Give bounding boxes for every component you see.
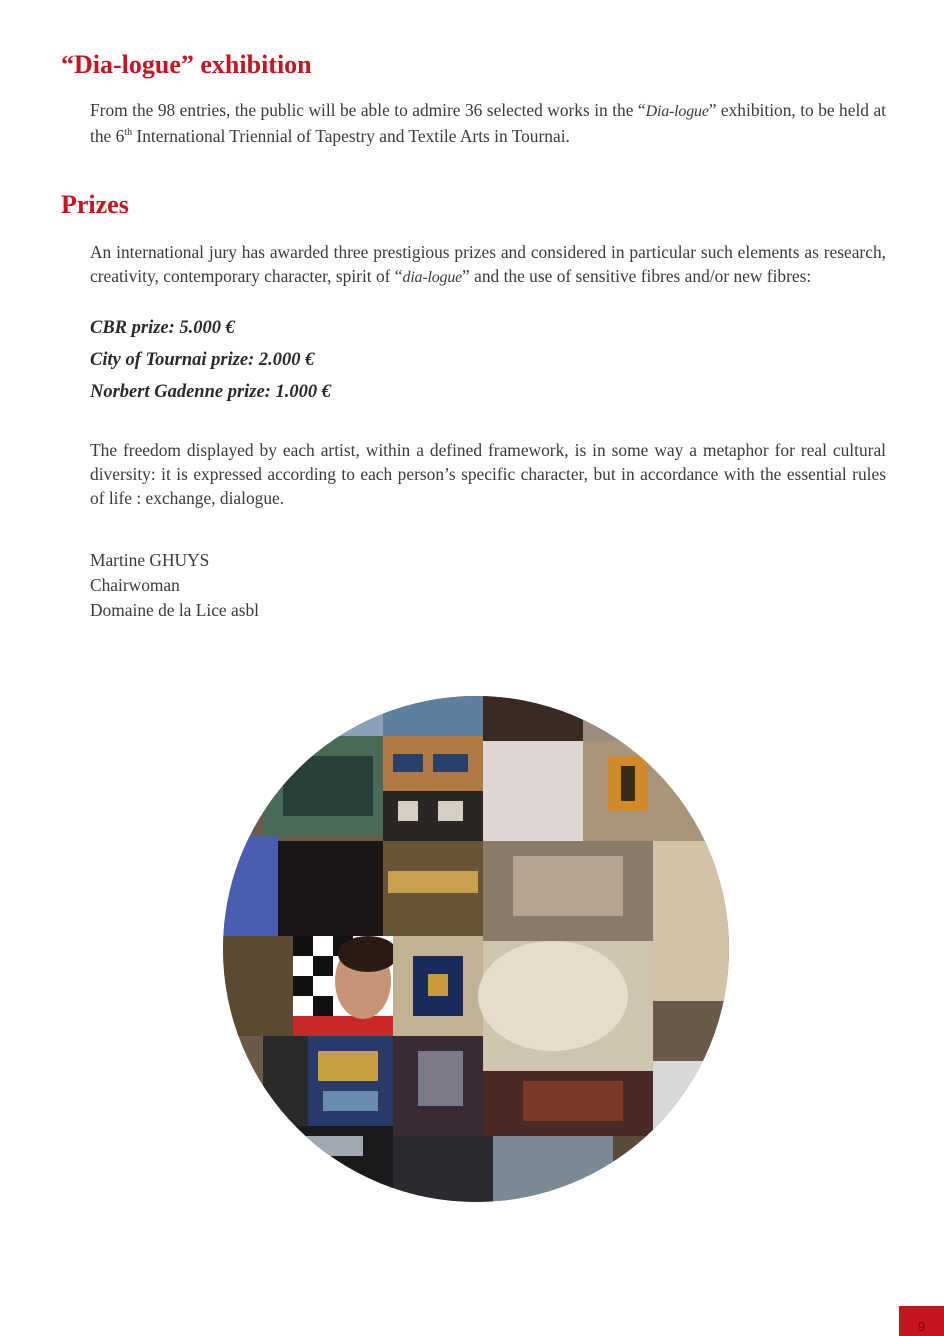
signature-block (90, 548, 259, 623)
section-title-prizes: Prizes (61, 190, 129, 219)
prizes-paragraph: An international jury has awarded three prestigious prizes and considered in particular such elements as research, creativity, contemporary character, spirit of “dia-logue” and the use of sensitive fibres and/or new fibres: (90, 242, 886, 286)
signature-role: Chairwoman (90, 575, 180, 595)
emphasis-dia-logue: dia-logue (402, 269, 463, 286)
section-title-exhibition: “Dia-logue” exhibition (61, 50, 312, 79)
emphasis-dia-logue: Dia-logue (645, 103, 709, 120)
prize-item-norbert-gadenne: Norbert Gadenne prize: 1.000 € (90, 382, 332, 402)
signature-name: Martine GHUYS (90, 550, 210, 570)
page-number-tab: 9 (899, 1306, 944, 1336)
textile-collage-image (223, 696, 729, 1202)
closing-paragraph: The freedom displayed by each artist, within a defined framework, is in some way a metaphor for real cultural diversity: it is expressed according to each person’s specific character, but in accordance with the essential rules of life : exchange, dialogue. (90, 440, 886, 508)
exhibition-paragraph: From the 98 entries, the public will be able to admire 36 selected works in the “Dia-logue” exhibition, to be held at the 6th International Triennial of Tapestry and Textile Arts in Tournai. (90, 100, 887, 146)
signature-organization: Domaine de la Lice asbl (90, 600, 260, 620)
prize-item-city-of-tournai: City of Tournai prize: 2.000 € (90, 350, 315, 370)
prize-item-cbr: CBR prize: 5.000 € (90, 318, 235, 338)
